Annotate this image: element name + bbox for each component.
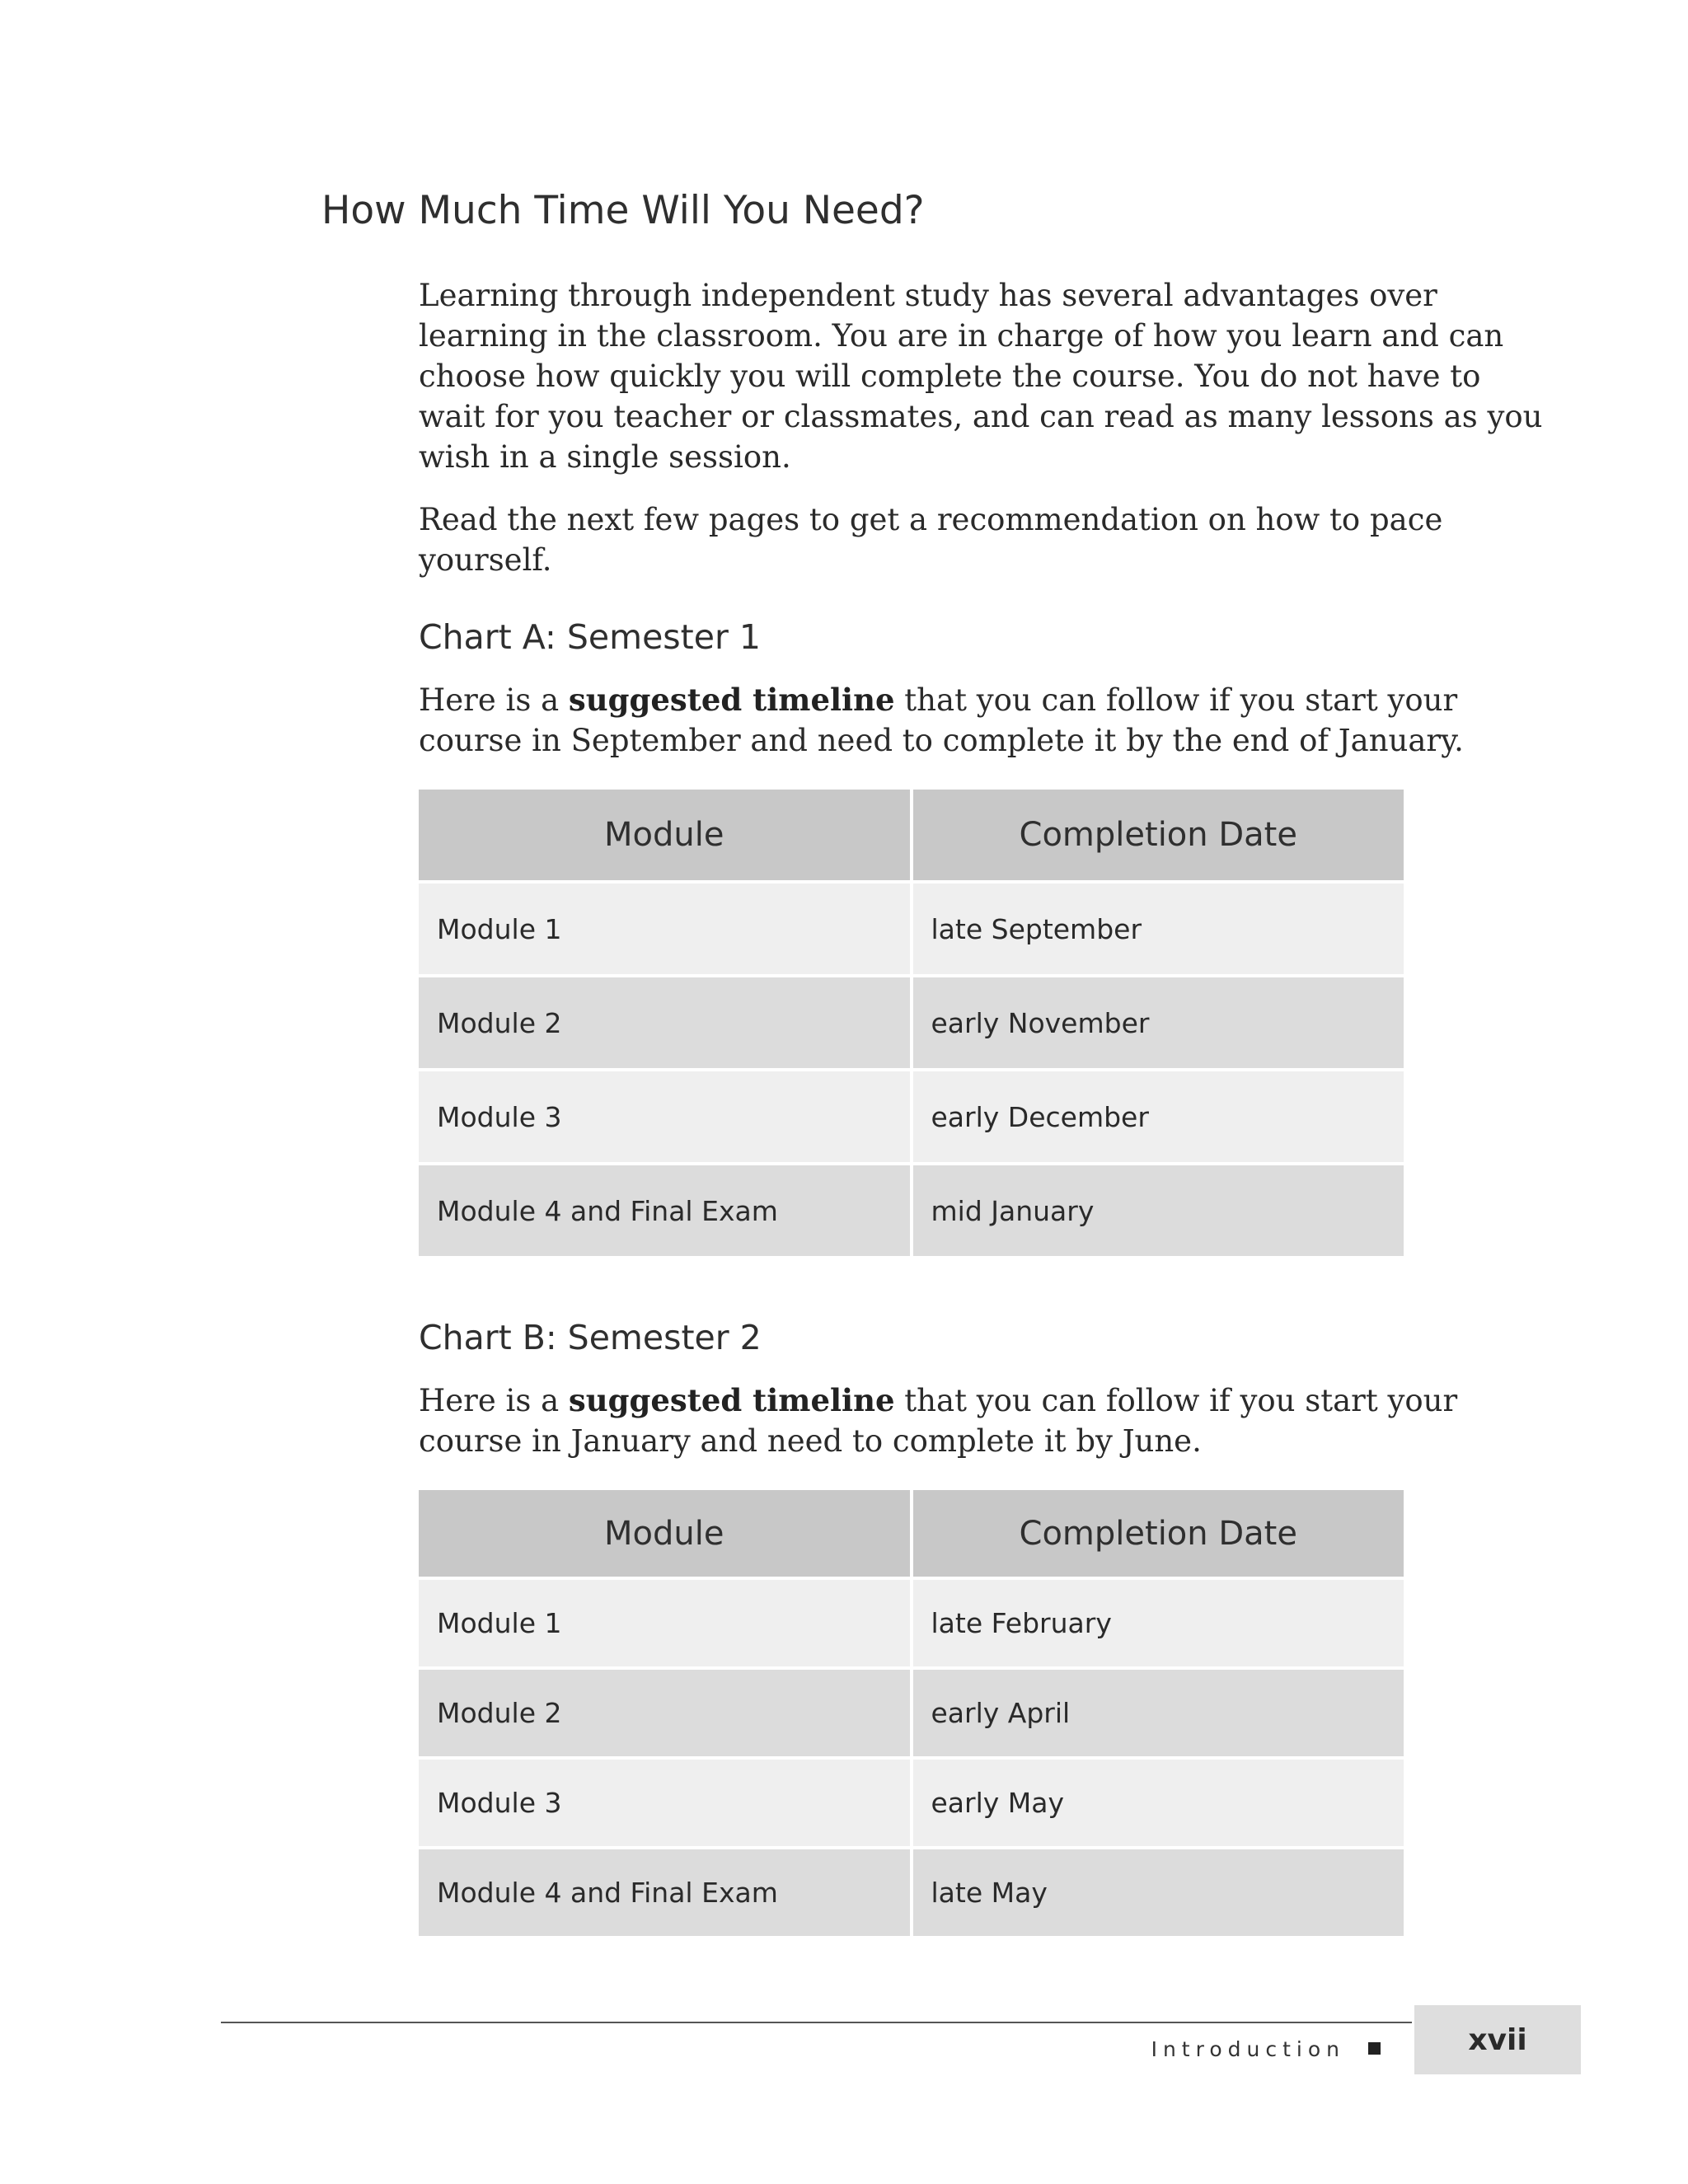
module-cell: Module 1 xyxy=(419,883,910,974)
table-header-row xyxy=(419,1490,1404,1577)
completion-date-cell: early May xyxy=(913,1760,1404,1846)
footer-square-bullet-icon xyxy=(1368,2042,1381,2055)
module-cell: Module 1 xyxy=(419,1580,910,1666)
table-row xyxy=(419,1760,1404,1846)
page-number: xvii xyxy=(1468,2022,1527,2057)
completion-date-cell: mid January xyxy=(913,1165,1404,1256)
main-content xyxy=(419,275,1548,1939)
table-row xyxy=(419,1670,1404,1756)
table-row xyxy=(419,1849,1404,1936)
chart-a-desc-bold: suggested timeline xyxy=(568,682,895,718)
chart-b-desc-after: that you can follow if you start your course in January and need to complete it by June. xyxy=(419,1383,1458,1459)
chart-a-table xyxy=(415,786,1407,1259)
table-row xyxy=(419,1580,1404,1666)
column-header-module: Module xyxy=(419,790,910,880)
chart-b-desc-bold: suggested timeline xyxy=(568,1382,895,1418)
module-cell: Module 3 xyxy=(419,1760,910,1846)
module-cell: Module 4 and Final Exam xyxy=(419,1849,910,1936)
module-cell: Module 4 and Final Exam xyxy=(419,1165,910,1256)
completion-date-cell: late September xyxy=(913,883,1404,974)
table-row xyxy=(419,1071,1404,1162)
page-number-box xyxy=(1414,2005,1581,2074)
table-row xyxy=(419,977,1404,1068)
footer-divider xyxy=(221,2022,1412,2023)
module-cell: Module 2 xyxy=(419,1670,910,1756)
column-header-completion-date: Completion Date xyxy=(913,790,1404,880)
module-cell: Module 2 xyxy=(419,977,910,1068)
completion-date-cell: early April xyxy=(913,1670,1404,1756)
column-header-module: Module xyxy=(419,1490,910,1577)
chart-a-title: Chart A: Semester 1 xyxy=(419,617,761,657)
chart-b-desc-before: Here is a xyxy=(419,1383,569,1418)
chart-b-table xyxy=(415,1487,1407,1939)
completion-date-cell: early December xyxy=(913,1071,1404,1162)
chart-b-description xyxy=(419,1380,1548,1461)
intro-paragraph-1: Learning through independent study has several advantages over learning in the classroom. You are in charge of how you learn and can choose how quickly you will complete the course. You do not have to wait for you teacher or classmates, and can read as many lessons as you wish in a single session. xyxy=(419,278,1543,475)
completion-date-cell: early November xyxy=(913,977,1404,1068)
column-header-completion-date: Completion Date xyxy=(913,1490,1404,1577)
chart-b-title: Chart B: Semester 2 xyxy=(419,1318,762,1357)
page-title: How Much Time Will You Need? xyxy=(321,188,925,233)
chart-a-description xyxy=(419,680,1548,761)
completion-date-cell: late February xyxy=(913,1580,1404,1666)
footer-section-label: Introduction xyxy=(1151,2037,1345,2061)
table-row xyxy=(419,883,1404,974)
intro-paragraph-2: Read the next few pages to get a recommendation on how to pace yourself. xyxy=(419,502,1443,578)
completion-date-cell: late May xyxy=(913,1849,1404,1936)
table-row xyxy=(419,1165,1404,1256)
chart-a-desc-after: that you can follow if you start your course in September and need to complete it by the end of January. xyxy=(419,682,1464,758)
chart-a-desc-before: Here is a xyxy=(419,682,569,718)
table-header-row xyxy=(419,790,1404,880)
module-cell: Module 3 xyxy=(419,1071,910,1162)
